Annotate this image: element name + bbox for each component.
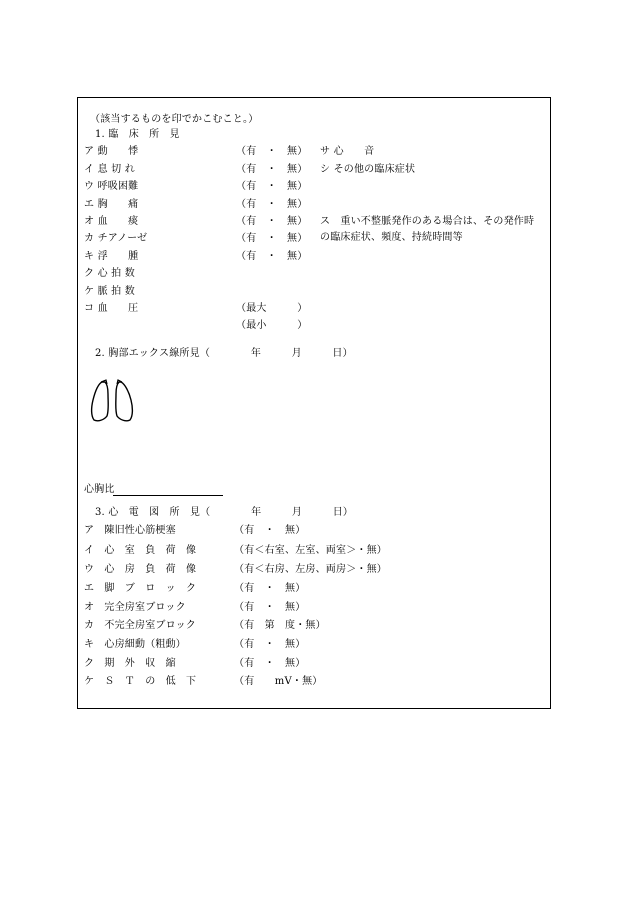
s3-item-choice: （有 第 度・無）: [234, 620, 326, 631]
s3-item-label: ケ Ｓ Ｔ の 低 下: [84, 676, 197, 687]
s1-item-label: オ 血 痰: [84, 216, 139, 227]
s3-item-label: キ 心房細動（粗動）: [84, 639, 186, 650]
section3-title: 3. 心 電 図 所 見（ 年 月 日）: [95, 507, 354, 518]
other-symptoms-label: シ その他の臨床症状: [320, 164, 416, 175]
s1-item-choice: （有 ・ 無）: [236, 216, 308, 227]
section2-title: 2. 胸部エックス線所見（ 年 月 日）: [95, 348, 353, 359]
lungs-outline-icon: [88, 378, 136, 424]
s3-item-choice: （有 mV・無）: [234, 676, 323, 687]
s3-item-choice: （有 ・ 無）: [234, 639, 306, 650]
s3-item-label: カ 不完全房室ブロック: [84, 620, 196, 631]
s1-item-label: カ チアノーゼ: [84, 233, 148, 244]
s3-item-label: エ 脚 ブ ロ ッ ク: [84, 583, 197, 594]
arrhythmia-note-line1: ス 重い不整脈発作のある場合は、その発作時: [320, 216, 535, 227]
s1-item-choice: （有 ・ 無）: [236, 146, 308, 157]
cardiothoracic-ratio-label: 心胸比: [84, 484, 115, 495]
s1-item-choice: （有 ・ 無）: [236, 199, 308, 210]
s1-item-choice: （有 ・ 無）: [236, 164, 308, 175]
cardiothoracic-ratio-blank: [113, 495, 223, 496]
heart-sound-label: サ 心 音: [320, 146, 375, 157]
s3-item-choice: （有 ・ 無）: [234, 525, 306, 536]
s1-item-label: コ 血 圧: [84, 303, 139, 314]
s3-item-choice: （有 ・ 無）: [234, 658, 306, 669]
s1-item-choice: （有 ・ 無）: [236, 181, 308, 192]
s3-item-label: ウ 心 房 負 荷 像: [84, 564, 197, 575]
s1-item-label: キ 浮 腫: [84, 251, 139, 262]
s1-item-choice: （有 ・ 無）: [236, 233, 308, 244]
s1-item-label: エ 胸 痛: [84, 199, 139, 210]
bp-max-field: （最大 ）: [236, 303, 308, 314]
instruction-text: （該当するものを印でかこむこと。）: [90, 114, 259, 125]
s3-item-label: ク 期 外 収 縮: [84, 658, 176, 669]
s1-item-label: ウ 呼吸困難: [84, 181, 139, 192]
s3-item-label: ア 陳旧性心筋梗塞: [84, 525, 176, 536]
s3-item-label: オ 完全房室ブロック: [84, 602, 186, 613]
s3-item-choice: （有＜右房、左房、両房＞・無）: [234, 564, 387, 575]
s1-item-label: ケ 脈 拍 数: [84, 286, 135, 297]
s1-item-label: ア 動 悸: [84, 146, 139, 157]
form-frame: [77, 97, 551, 709]
s1-item-label: イ 息 切 れ: [84, 164, 135, 175]
s3-item-choice: （有 ・ 無）: [234, 583, 306, 594]
bp-min-field: （最小 ）: [236, 320, 308, 331]
s1-item-choice: （有 ・ 無）: [236, 251, 308, 262]
s1-item-label: ク 心 拍 数: [84, 268, 135, 279]
s3-item-choice: （有＜右室、左室、両室＞・無）: [234, 545, 387, 556]
s3-item-choice: （有 ・ 無）: [234, 602, 306, 613]
s3-item-label: イ 心 室 負 荷 像: [84, 545, 197, 556]
arrhythmia-note-line2: の臨床症状、頻度、持続時間等: [320, 232, 463, 243]
section1-title: 1. 臨 床 所 見: [95, 129, 180, 140]
